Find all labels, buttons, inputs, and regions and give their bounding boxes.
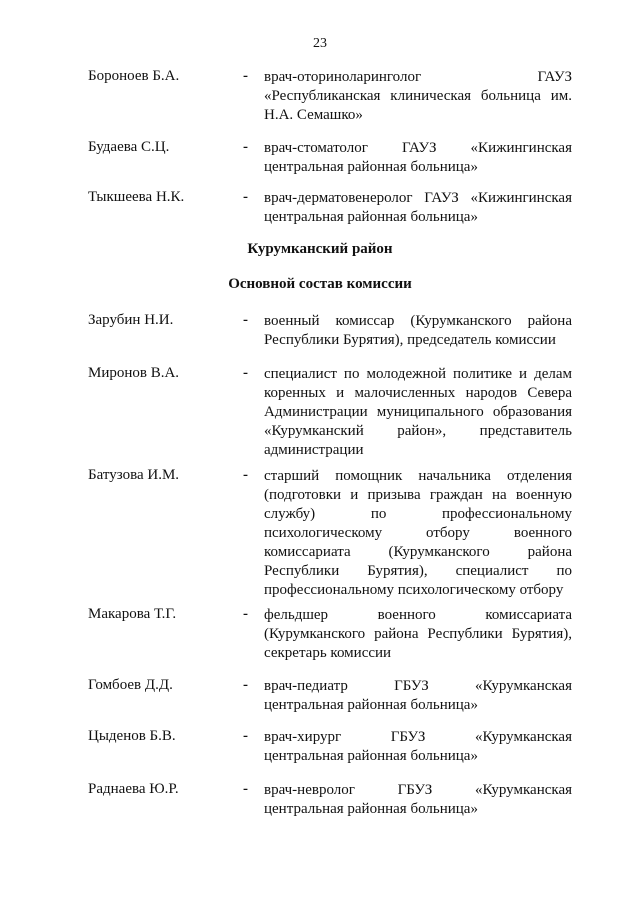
position-line: службу) по профессиональному (264, 506, 572, 522)
member-name: Раднаева Ю.Р. (88, 781, 179, 797)
member-position (264, 677, 572, 715)
member-position (264, 467, 572, 600)
member-position (264, 139, 572, 177)
position-line: центральная районная больница» (264, 209, 478, 225)
member-name: Зарубин Н.И. (88, 312, 174, 328)
position-line: врач-оториноларинголог ГАУЗ (264, 69, 572, 85)
dash-separator: - (243, 728, 248, 744)
position-line: «Курумканский район», представитель (264, 423, 572, 439)
position-line: специалист по молодежной политике и делам (264, 366, 572, 382)
member-name: Миронов В.А. (88, 365, 180, 381)
position-line: администрации (264, 442, 364, 458)
position-line: центральная районная больница» (264, 159, 478, 175)
section-heading: Основной состав комиссии (228, 276, 412, 292)
dash-separator: - (243, 139, 248, 155)
member-name: Будаева С.Ц. (88, 139, 170, 155)
position-line: центральная районная больница» (264, 801, 478, 817)
member-name: Батузова И.М. (88, 467, 180, 483)
member-position (264, 365, 572, 460)
position-line: врач-педиатр ГБУЗ «Курумканская (264, 678, 572, 694)
position-line: Н.А. Семашко» (264, 107, 363, 123)
dash-separator: - (243, 781, 248, 797)
position-line: старший помощник начальника отделения (264, 468, 572, 484)
dash-separator: - (243, 312, 248, 328)
position-line: (подготовки и призыва граждан на военную (264, 487, 572, 503)
dash-separator: - (243, 365, 248, 381)
member-name: Тыкшеева Н.К. (88, 189, 185, 205)
position-line: врач-хирург ГБУЗ «Курумканская (264, 729, 572, 745)
district-heading: Курумканский район (247, 241, 393, 257)
position-line: врач-дерматовенеролог ГАУЗ «Кижингинская (264, 190, 572, 206)
member-name: Гомбоев Д.Д. (88, 677, 173, 693)
position-line: профессиональному психологическому отбору (264, 582, 564, 598)
position-line: «Республиканская клиническая больница им. (264, 88, 572, 104)
member-position (264, 189, 572, 227)
member-name: Цыденов Б.В. (88, 728, 176, 744)
dash-separator: - (243, 467, 248, 483)
position-line: врач-невролог ГБУЗ «Курумканская (264, 782, 572, 798)
position-line: Республики Бурятия), специалист по (264, 563, 572, 579)
member-position (264, 312, 572, 350)
dash-separator: - (243, 677, 248, 693)
position-line: фельдшер военного комиссариата (264, 607, 572, 623)
position-line: Администрации муниципального образования (264, 404, 572, 420)
member-position (264, 728, 572, 766)
position-line: комиссариата (Курумканского района (264, 544, 572, 560)
member-name: Макарова Т.Г. (88, 606, 177, 622)
member-position (264, 68, 572, 125)
dash-separator: - (243, 68, 248, 84)
dash-separator: - (243, 606, 248, 622)
member-name: Бороноев Б.А. (88, 68, 180, 84)
position-line: секретарь комиссии (264, 645, 392, 661)
page-number: 23 (313, 36, 327, 51)
position-line: Республики Бурятия), председатель комиссии (264, 332, 556, 348)
position-line: военный комиссар (Курумканского района (264, 313, 572, 329)
position-line: коренных и малочисленных народов Севера (264, 385, 572, 401)
position-line: центральная районная больница» (264, 697, 478, 713)
position-line: врач-стоматолог ГАУЗ «Кижингинская (264, 140, 572, 156)
position-line: психологическому отбору военного (264, 525, 572, 541)
position-line: центральная районная больница» (264, 748, 478, 764)
position-line: (Курумканского района Республики Бурятия), (264, 626, 572, 642)
member-position (264, 606, 572, 663)
dash-separator: - (243, 189, 248, 205)
member-position (264, 781, 572, 819)
